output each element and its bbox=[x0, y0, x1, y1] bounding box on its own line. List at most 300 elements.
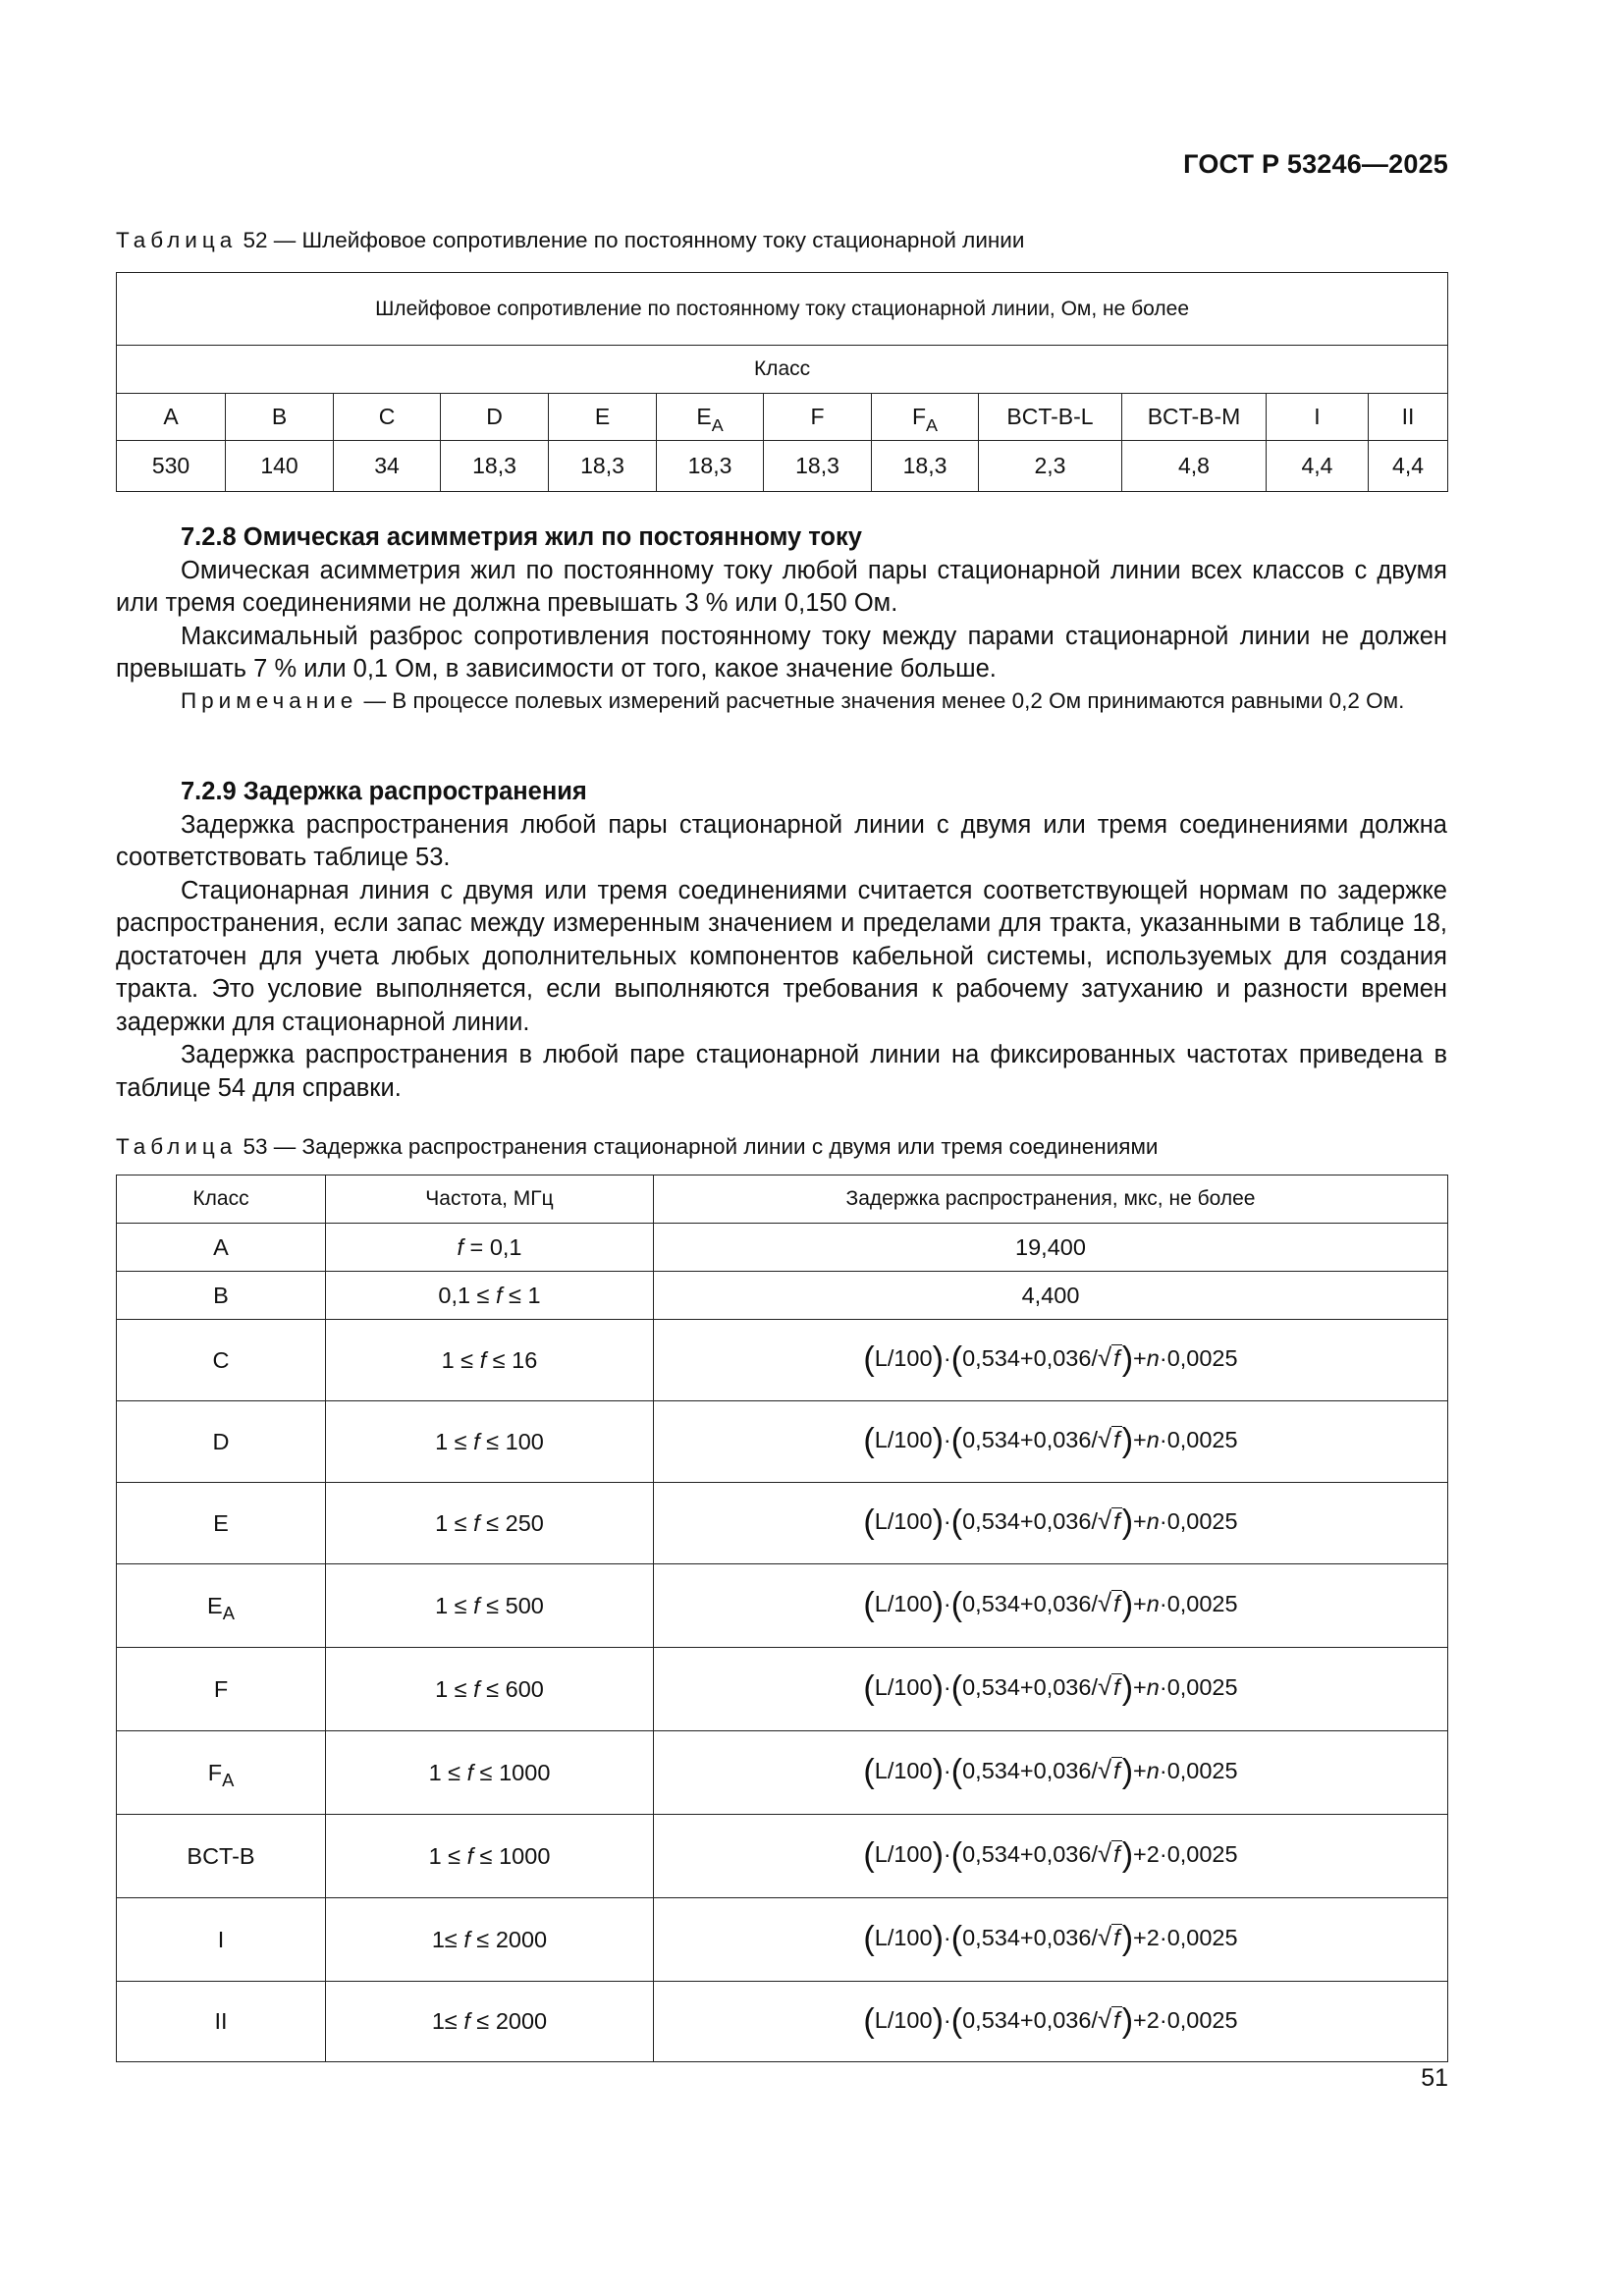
paren-close-icon: ) bbox=[1121, 1586, 1134, 1624]
formula-connection-count: n bbox=[1146, 1591, 1160, 1617]
paren-open-icon: ( bbox=[950, 1422, 963, 1460]
formula-tail-factor: 0,0025 bbox=[1166, 1427, 1238, 1453]
radicand bbox=[1111, 1757, 1122, 1783]
paren-open-icon: ( bbox=[950, 2002, 963, 2040]
class-label: E bbox=[696, 404, 712, 429]
delay-formula bbox=[863, 1836, 1238, 1875]
multiply-dot-icon: · bbox=[1159, 1345, 1167, 1372]
formula-connection-count: n bbox=[1146, 1427, 1160, 1453]
formula-frequency-variable: f bbox=[1113, 1841, 1120, 1868]
table52-class-cell bbox=[1369, 394, 1448, 441]
radicand bbox=[1111, 1673, 1122, 1700]
table52 bbox=[116, 272, 1448, 492]
frequency-variable: f bbox=[473, 1509, 480, 1536]
delay-formula bbox=[863, 1503, 1238, 1542]
note-text: — В процессе полевых измерений расчетные значения менее 0,2 Ом принимаются равными 0,2 Ом. bbox=[357, 687, 1405, 713]
table52-class-header: Класс bbox=[117, 346, 1448, 394]
plus-icon: + bbox=[1133, 1427, 1147, 1453]
formula-tail-factor: 0,0025 bbox=[1166, 1591, 1238, 1617]
radical-sign-icon: √ bbox=[1097, 1590, 1112, 1618]
table53-class-cell bbox=[117, 1731, 326, 1815]
formula-constant-a: 0,534 bbox=[962, 1508, 1020, 1535]
square-root-icon bbox=[1098, 1590, 1122, 1618]
section-7-2-9-heading: 7.2.9 Задержка распространения bbox=[181, 778, 587, 805]
section-7-2-8-note bbox=[116, 686, 1447, 716]
frequency-variable: f bbox=[466, 1842, 474, 1869]
paren-close-icon: ) bbox=[1121, 1503, 1134, 1542]
table53-frequency-cell bbox=[326, 1224, 654, 1272]
paren-open-icon: ( bbox=[950, 1836, 963, 1875]
radical-sign-icon: √ bbox=[1097, 1924, 1112, 1952]
formula-constant-b: 0,036/ bbox=[1033, 1758, 1098, 1784]
class-label: II bbox=[214, 2008, 228, 2034]
plus-icon: + bbox=[1133, 1674, 1147, 1701]
table52-value-row bbox=[117, 441, 1448, 492]
table53-delay-cell bbox=[654, 1982, 1448, 2062]
frequency-prefix: 1 ≤ bbox=[435, 1675, 474, 1702]
formula-length-term: L/100 bbox=[874, 1591, 933, 1617]
multiply-dot-icon: · bbox=[1159, 1508, 1167, 1535]
section-7-2-8-paragraph-2: Максимальный разброс сопротивления постоянному току между парами стационарной линии не должен превышать 7 % или 0,1 Ом, в зависимости от того, какое значение больше. bbox=[116, 622, 1447, 683]
table53-class-cell bbox=[117, 1564, 326, 1648]
table52-class-row bbox=[117, 394, 1448, 441]
table53-frequency-cell bbox=[326, 1401, 654, 1483]
multiply-dot-icon: · bbox=[943, 1427, 951, 1453]
note-word: Примечание bbox=[181, 687, 358, 713]
table53-row bbox=[117, 1731, 1448, 1815]
paren-close-icon: ) bbox=[932, 1669, 944, 1708]
frequency-suffix: ≤ 1000 bbox=[473, 1759, 551, 1785]
class-label: F bbox=[810, 404, 825, 429]
table53-delay-cell bbox=[654, 1401, 1448, 1483]
multiply-dot-icon: · bbox=[1159, 1841, 1167, 1868]
table53-frequency-cell bbox=[326, 1898, 654, 1982]
frequency-variable: f bbox=[457, 1233, 464, 1260]
formula-frequency-variable: f bbox=[1113, 1925, 1120, 1951]
plus-icon: + bbox=[1133, 2006, 1147, 2033]
multiply-dot-icon: · bbox=[943, 1508, 951, 1535]
class-label: F bbox=[213, 1675, 229, 1702]
formula-constant-b: 0,036/ bbox=[1033, 1345, 1098, 1372]
table52-class-cell bbox=[1122, 394, 1267, 441]
formula-tail-factor: 0,0025 bbox=[1166, 1758, 1238, 1784]
plus-icon: + bbox=[1019, 2006, 1034, 2033]
plus-icon: + bbox=[1019, 1427, 1034, 1453]
paren-open-icon: ( bbox=[863, 1422, 875, 1460]
radical-sign-icon: √ bbox=[1097, 1840, 1112, 1869]
frequency-suffix: ≤ 1 bbox=[502, 1282, 541, 1308]
table52-class-cell bbox=[334, 394, 441, 441]
table53-frequency-cell bbox=[326, 1815, 654, 1898]
frequency-prefix: 1 ≤ bbox=[441, 1346, 480, 1373]
class-subscript: A bbox=[222, 1770, 235, 1791]
table53-row bbox=[117, 1401, 1448, 1483]
radical-sign-icon: √ bbox=[1097, 1426, 1112, 1454]
radicand bbox=[1111, 2006, 1122, 2033]
paren-open-icon: ( bbox=[950, 1586, 963, 1624]
table53-row bbox=[117, 1272, 1448, 1320]
class-subscript: A bbox=[926, 414, 939, 435]
multiply-dot-icon: · bbox=[1159, 2006, 1167, 2033]
table52-value-cell: 18,3 bbox=[441, 441, 549, 492]
section-7-2-9-paragraph-2: Стационарная линия с двумя или тремя соединениями считается соответствующей нормам по задержке распространения, если запас между измеренным значением и пределами для тракта, указанными в таблице 18, достаточен для учета любых дополнительных компонентов кабельной системы, используемых для создания тракта. Это условие выполняется, если выполняются требования к рабочему затуханию и разности времен задержки для стационарной линии. bbox=[116, 876, 1447, 1036]
table53-class-cell bbox=[117, 1982, 326, 2062]
class-label: I bbox=[1314, 404, 1321, 429]
formula-constant-b: 0,036/ bbox=[1033, 1841, 1098, 1868]
paren-close-icon: ) bbox=[932, 1503, 944, 1542]
radicand bbox=[1111, 1507, 1122, 1534]
paren-close-icon: ) bbox=[1121, 1836, 1134, 1875]
radicand bbox=[1111, 1344, 1122, 1371]
table52-caption-text: 52 — Шлейфовое сопротивление по постоянному току стационарной линии bbox=[237, 228, 1025, 252]
table52-class-cell bbox=[117, 394, 226, 441]
plus-icon: + bbox=[1019, 1591, 1034, 1617]
table53-row bbox=[117, 1483, 1448, 1564]
plus-icon: + bbox=[1133, 1925, 1147, 1951]
plus-icon: + bbox=[1019, 1508, 1034, 1535]
table53-delay-cell bbox=[654, 1815, 1448, 1898]
square-root-icon bbox=[1098, 1673, 1122, 1702]
formula-tail-factor: 0,0025 bbox=[1166, 1841, 1238, 1868]
section-7-2-8-heading: 7.2.8 Омическая асимметрия жил по постоянному току bbox=[181, 523, 862, 551]
table53-row bbox=[117, 1815, 1448, 1898]
frequency-variable: f bbox=[473, 1592, 480, 1618]
formula-constant-b: 0,036/ bbox=[1033, 1925, 1098, 1951]
paren-open-icon: ( bbox=[950, 1340, 963, 1379]
formula-length-term: L/100 bbox=[874, 1427, 933, 1453]
formula-constant-a: 0,534 bbox=[962, 1345, 1020, 1372]
formula-connection-count: n bbox=[1146, 1508, 1160, 1535]
table53-frequency-cell bbox=[326, 1731, 654, 1815]
table53-delay-cell bbox=[654, 1898, 1448, 1982]
paren-open-icon: ( bbox=[950, 1753, 963, 1791]
table53-delay-cell bbox=[654, 1224, 1448, 1272]
frequency-prefix: 1≤ bbox=[431, 1926, 464, 1952]
plus-icon: + bbox=[1133, 1508, 1147, 1535]
delay-formula bbox=[863, 1753, 1238, 1791]
table52-class-cell bbox=[441, 394, 549, 441]
formula-connection-count: n bbox=[1146, 1345, 1160, 1372]
table52-class-cell bbox=[979, 394, 1122, 441]
paren-open-icon: ( bbox=[863, 1753, 875, 1791]
page-number: 51 bbox=[1421, 2064, 1448, 2092]
radical-sign-icon: √ bbox=[1097, 1344, 1112, 1373]
class-label: II bbox=[1401, 404, 1415, 429]
table53-class-cell bbox=[117, 1898, 326, 1982]
frequency-variable: f bbox=[466, 1759, 474, 1785]
formula-length-term: L/100 bbox=[874, 1758, 933, 1784]
table53-row bbox=[117, 1320, 1448, 1401]
formula-tail-factor: 0,0025 bbox=[1166, 1674, 1238, 1701]
delay-formula bbox=[863, 1586, 1238, 1624]
multiply-dot-icon: · bbox=[1159, 1674, 1167, 1701]
square-root-icon bbox=[1098, 1426, 1122, 1454]
formula-length-term: L/100 bbox=[874, 1925, 933, 1951]
table53-frequency-cell bbox=[326, 1648, 654, 1731]
table53-delay-cell bbox=[654, 1564, 1448, 1648]
formula-length-term: L/100 bbox=[874, 2006, 933, 2033]
paren-close-icon: ) bbox=[1121, 2002, 1134, 2040]
table53-row bbox=[117, 1982, 1448, 2062]
class-label: BCT-B bbox=[187, 1842, 255, 1869]
plus-icon: + bbox=[1019, 1758, 1034, 1784]
table52-class-cell bbox=[872, 394, 979, 441]
table53-row bbox=[117, 1898, 1448, 1982]
multiply-dot-icon: · bbox=[943, 1345, 951, 1372]
table53-class-cell bbox=[117, 1483, 326, 1564]
multiply-dot-icon: · bbox=[943, 2006, 951, 2033]
delay-formula bbox=[863, 1422, 1238, 1460]
formula-constant-a: 0,534 bbox=[962, 1591, 1020, 1617]
radicand bbox=[1111, 1840, 1122, 1867]
class-subscript: A bbox=[711, 414, 724, 435]
paren-close-icon: ) bbox=[1121, 1422, 1134, 1460]
multiply-dot-icon: · bbox=[943, 1925, 951, 1951]
delay-formula bbox=[863, 1340, 1238, 1379]
table53-delay-cell bbox=[654, 1648, 1448, 1731]
formula-frequency-variable: f bbox=[1113, 1508, 1120, 1535]
table52-class-cell bbox=[226, 394, 334, 441]
paren-close-icon: ) bbox=[1121, 1920, 1134, 1958]
frequency-suffix: ≤ 16 bbox=[486, 1346, 538, 1373]
formula-tail-factor: 0,0025 bbox=[1166, 1508, 1238, 1535]
square-root-icon bbox=[1098, 1840, 1122, 1869]
frequency-variable: f bbox=[473, 1675, 480, 1702]
formula-frequency-variable: f bbox=[1113, 1345, 1120, 1372]
table53-frequency-cell bbox=[326, 1272, 654, 1320]
paren-close-icon: ) bbox=[932, 1422, 944, 1460]
frequency-suffix: ≤ 250 bbox=[479, 1509, 544, 1536]
table52-value-cell: 18,3 bbox=[764, 441, 872, 492]
multiply-dot-icon: · bbox=[1159, 1427, 1167, 1453]
table52-value-cell: 530 bbox=[117, 441, 226, 492]
class-label: E bbox=[594, 404, 611, 429]
plus-icon: + bbox=[1133, 1841, 1147, 1868]
formula-tail-factor: 0,0025 bbox=[1166, 2006, 1238, 2033]
paren-open-icon: ( bbox=[863, 1836, 875, 1875]
delay-formula bbox=[863, 2002, 1238, 2040]
radical-sign-icon: √ bbox=[1097, 1507, 1112, 1536]
frequency-suffix: ≤ 600 bbox=[479, 1675, 544, 1702]
class-label: B bbox=[213, 1282, 229, 1308]
multiply-dot-icon: · bbox=[1159, 1758, 1167, 1784]
frequency-suffix: ≤ 2000 bbox=[469, 2008, 548, 2034]
class-label: I bbox=[217, 1926, 225, 1952]
table53-row bbox=[117, 1648, 1448, 1731]
formula-constant-a: 0,534 bbox=[962, 1925, 1020, 1951]
table52-value-cell: 140 bbox=[226, 441, 334, 492]
section-7-2-8-paragraph-1: Омическая асимметрия жил по постоянному току любой пары стационарной линии всех классов с двумя или тремя соединениями не должна превышать 3 % или 0,150 Ом. bbox=[116, 556, 1447, 617]
radical-sign-icon: √ bbox=[1097, 1673, 1112, 1702]
formula-constant-a: 0,534 bbox=[962, 1841, 1020, 1868]
square-root-icon bbox=[1098, 1344, 1122, 1373]
frequency-prefix: 1 ≤ bbox=[435, 1428, 474, 1454]
paren-open-icon: ( bbox=[950, 1920, 963, 1958]
table52-value-cell: 4,8 bbox=[1122, 441, 1267, 492]
frequency-prefix: 1 ≤ bbox=[435, 1509, 474, 1536]
table52-class-cell bbox=[1267, 394, 1369, 441]
table53-row bbox=[117, 1564, 1448, 1648]
formula-length-term: L/100 bbox=[874, 1345, 933, 1372]
table52-title: Шлейфовое сопротивление по постоянному току стационарной линии, Ом, не более bbox=[117, 273, 1448, 346]
radicand bbox=[1111, 1426, 1122, 1452]
plus-icon: + bbox=[1019, 1674, 1034, 1701]
table52-value-cell: 2,3 bbox=[979, 441, 1122, 492]
formula-constant-b: 0,036/ bbox=[1033, 2006, 1098, 2033]
class-label: E bbox=[207, 1592, 223, 1618]
class-label: D bbox=[486, 404, 503, 429]
table53-class-cell bbox=[117, 1401, 326, 1483]
table52-class-cell bbox=[549, 394, 657, 441]
table53-caption bbox=[116, 1134, 1159, 1160]
frequency-suffix: = 0,1 bbox=[463, 1233, 522, 1260]
table52-value-cell: 4,4 bbox=[1369, 441, 1448, 492]
paren-open-icon: ( bbox=[863, 1503, 875, 1542]
formula-connection-count: 2 bbox=[1146, 1925, 1160, 1951]
table53-frequency-cell bbox=[326, 1320, 654, 1401]
frequency-variable: f bbox=[473, 1428, 480, 1454]
section-7-2-9-paragraph-3: Задержка распространения в любой паре стационарной линии на фиксированных частотах приведена в таблице 54 для справки. bbox=[116, 1041, 1447, 1102]
formula-frequency-variable: f bbox=[1113, 1427, 1120, 1453]
delay-value: 19,400 bbox=[1015, 1233, 1086, 1260]
frequency-suffix: ≤ 1000 bbox=[473, 1842, 551, 1869]
class-label: F bbox=[911, 404, 927, 429]
formula-constant-b: 0,036/ bbox=[1033, 1674, 1098, 1701]
table53-class-cell bbox=[117, 1815, 326, 1898]
multiply-dot-icon: · bbox=[943, 1841, 951, 1868]
table53-delay-cell bbox=[654, 1320, 1448, 1401]
class-label: A bbox=[163, 404, 179, 429]
radicand bbox=[1111, 1590, 1122, 1616]
class-label: C bbox=[378, 404, 396, 429]
paren-open-icon: ( bbox=[950, 1669, 963, 1708]
radical-sign-icon: √ bbox=[1097, 1757, 1112, 1785]
paren-open-icon: ( bbox=[863, 1340, 875, 1379]
table53-class-cell bbox=[117, 1320, 326, 1401]
document-standard-number: ГОСТ Р 53246—2025 bbox=[1183, 149, 1448, 179]
formula-tail-factor: 0,0025 bbox=[1166, 1345, 1238, 1372]
formula-constant-a: 0,534 bbox=[962, 1758, 1020, 1784]
table53-delay-cell bbox=[654, 1272, 1448, 1320]
frequency-variable: f bbox=[479, 1346, 487, 1373]
table53-caption-text: 53 — Задержка распространения стационарной линии с двумя или тремя соединениями bbox=[237, 1134, 1159, 1159]
frequency-suffix: ≤ 100 bbox=[479, 1428, 544, 1454]
plus-icon: + bbox=[1019, 1841, 1034, 1868]
delay-value: 4,400 bbox=[1021, 1282, 1080, 1308]
class-label: E bbox=[213, 1509, 229, 1536]
table52-caption-word: Таблица bbox=[116, 228, 238, 252]
frequency-suffix: ≤ 2000 bbox=[469, 1926, 548, 1952]
class-label: C bbox=[212, 1346, 230, 1373]
delay-formula bbox=[863, 1920, 1238, 1958]
frequency-variable: f bbox=[496, 1282, 503, 1308]
table52-value-cell: 18,3 bbox=[657, 441, 764, 492]
table52-class-cell bbox=[657, 394, 764, 441]
frequency-variable: f bbox=[463, 1926, 470, 1952]
table53-row bbox=[117, 1224, 1448, 1272]
multiply-dot-icon: · bbox=[943, 1758, 951, 1784]
class-label: BCT-B-L bbox=[1006, 404, 1094, 429]
table53 bbox=[116, 1175, 1448, 2062]
formula-length-term: L/100 bbox=[874, 1674, 933, 1701]
table53-header-delay: Задержка распространения, мкс, не более bbox=[654, 1175, 1448, 1224]
paren-close-icon: ) bbox=[932, 1340, 944, 1379]
table53-frequency-cell bbox=[326, 1982, 654, 2062]
table53-header-frequency: Частота, МГц bbox=[326, 1175, 654, 1224]
table53-class-cell bbox=[117, 1272, 326, 1320]
table53-frequency-cell bbox=[326, 1483, 654, 1564]
table53-class-cell bbox=[117, 1224, 326, 1272]
paren-close-icon: ) bbox=[932, 1753, 944, 1791]
class-label: D bbox=[212, 1428, 230, 1454]
paren-close-icon: ) bbox=[932, 2002, 944, 2040]
frequency-prefix: 1 ≤ bbox=[435, 1592, 474, 1618]
formula-length-term: L/100 bbox=[874, 1841, 933, 1868]
frequency-prefix: 0,1 ≤ bbox=[438, 1282, 497, 1308]
paren-close-icon: ) bbox=[1121, 1340, 1134, 1379]
plus-icon: + bbox=[1019, 1345, 1034, 1372]
square-root-icon bbox=[1098, 1924, 1122, 1952]
table53-frequency-cell bbox=[326, 1564, 654, 1648]
table52-value-cell: 4,4 bbox=[1267, 441, 1369, 492]
paren-close-icon: ) bbox=[932, 1586, 944, 1624]
class-label: F bbox=[207, 1759, 223, 1785]
table52-caption bbox=[116, 228, 1024, 253]
square-root-icon bbox=[1098, 1757, 1122, 1785]
paren-open-icon: ( bbox=[863, 2002, 875, 2040]
formula-frequency-variable: f bbox=[1113, 2006, 1120, 2033]
formula-frequency-variable: f bbox=[1113, 1758, 1120, 1784]
table53-class-cell bbox=[117, 1648, 326, 1731]
multiply-dot-icon: · bbox=[1159, 1925, 1167, 1951]
formula-connection-count: n bbox=[1146, 1674, 1160, 1701]
frequency-prefix: 1≤ bbox=[431, 2008, 464, 2034]
section-7-2-8 bbox=[116, 521, 1447, 716]
radical-sign-icon: √ bbox=[1097, 2005, 1112, 2034]
multiply-dot-icon: · bbox=[943, 1591, 951, 1617]
paren-open-icon: ( bbox=[950, 1503, 963, 1542]
table52-value-cell: 18,3 bbox=[549, 441, 657, 492]
paren-close-icon: ) bbox=[932, 1920, 944, 1958]
table52-value-cell: 18,3 bbox=[872, 441, 979, 492]
formula-tail-factor: 0,0025 bbox=[1166, 1925, 1238, 1951]
formula-connection-count: n bbox=[1146, 1758, 1160, 1784]
plus-icon: + bbox=[1133, 1345, 1147, 1372]
formula-constant-b: 0,036/ bbox=[1033, 1591, 1098, 1617]
formula-constant-b: 0,036/ bbox=[1033, 1508, 1098, 1535]
paren-close-icon: ) bbox=[1121, 1753, 1134, 1791]
formula-frequency-variable: f bbox=[1113, 1591, 1120, 1617]
paren-open-icon: ( bbox=[863, 1920, 875, 1958]
formula-constant-a: 0,534 bbox=[962, 2006, 1020, 2033]
multiply-dot-icon: · bbox=[943, 1674, 951, 1701]
table53-header-class: Класс bbox=[117, 1175, 326, 1224]
table52-class-cell bbox=[764, 394, 872, 441]
square-root-icon bbox=[1098, 1507, 1122, 1536]
frequency-variable: f bbox=[463, 2008, 470, 2034]
paren-open-icon: ( bbox=[863, 1669, 875, 1708]
radicand bbox=[1111, 1924, 1122, 1950]
formula-connection-count: 2 bbox=[1146, 2006, 1160, 2033]
formula-constant-a: 0,534 bbox=[962, 1427, 1020, 1453]
table53-delay-cell bbox=[654, 1731, 1448, 1815]
formula-length-term: L/100 bbox=[874, 1508, 933, 1535]
class-label: B bbox=[271, 404, 288, 429]
plus-icon: + bbox=[1133, 1758, 1147, 1784]
paren-close-icon: ) bbox=[1121, 1669, 1134, 1708]
class-label: BCT-B-M bbox=[1147, 404, 1241, 429]
table53-delay-cell bbox=[654, 1483, 1448, 1564]
